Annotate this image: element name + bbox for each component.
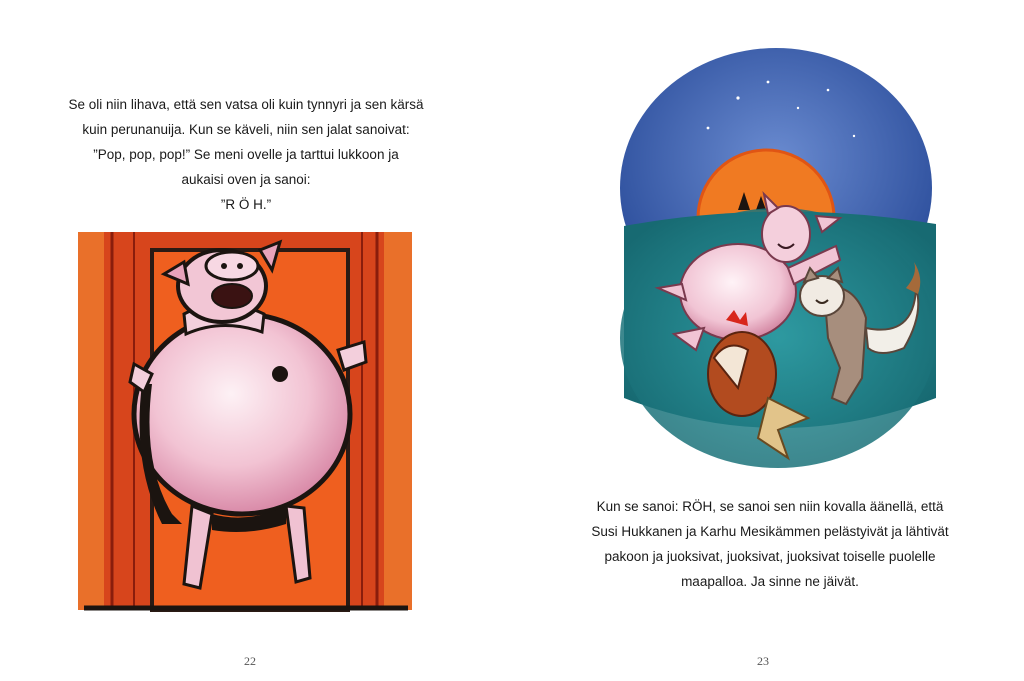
fat-pig-in-doorway-illustration — [72, 224, 418, 616]
paragraph-line: kuin perunanuija. Kun se käveli, niin sen jalat sanoivat: — [82, 122, 410, 137]
page-number: 22 — [244, 654, 256, 668]
paragraph-line: ”R Ö H.” — [220, 197, 272, 212]
paragraph-line: Kun se sanoi: RÖH, se sanoi sen niin kovalla äänellä, että — [596, 499, 944, 514]
paragraph-line: aukaisi oven ja sanoi: — [181, 172, 311, 187]
paragraph-line: maapalloa. Ja sinne ne jäivät. — [681, 574, 859, 589]
paragraph-line: Susi Hukkanen ja Karhu Mesikämmen pelästyivät ja lähtivät — [591, 524, 949, 539]
left-page-paragraph — [40, 92, 452, 217]
pig-illustration-icon — [72, 224, 418, 616]
paragraph-line: ”Pop, pop, pop!” Se meni ovelle ja tarttui lukkoon ja — [93, 147, 399, 162]
animals-on-globe-illustration — [618, 38, 940, 480]
page-number: 23 — [757, 654, 769, 668]
paragraph-line: pakoon ja juoksivat, juoksivat, juoksivat toiselle puolelle — [604, 549, 936, 564]
right-page-paragraph — [560, 494, 980, 594]
paragraph-line: Se oli niin lihava, että sen vatsa oli kuin tynnyri ja sen kärsä — [68, 97, 424, 112]
globe-illustration-icon — [618, 38, 940, 480]
